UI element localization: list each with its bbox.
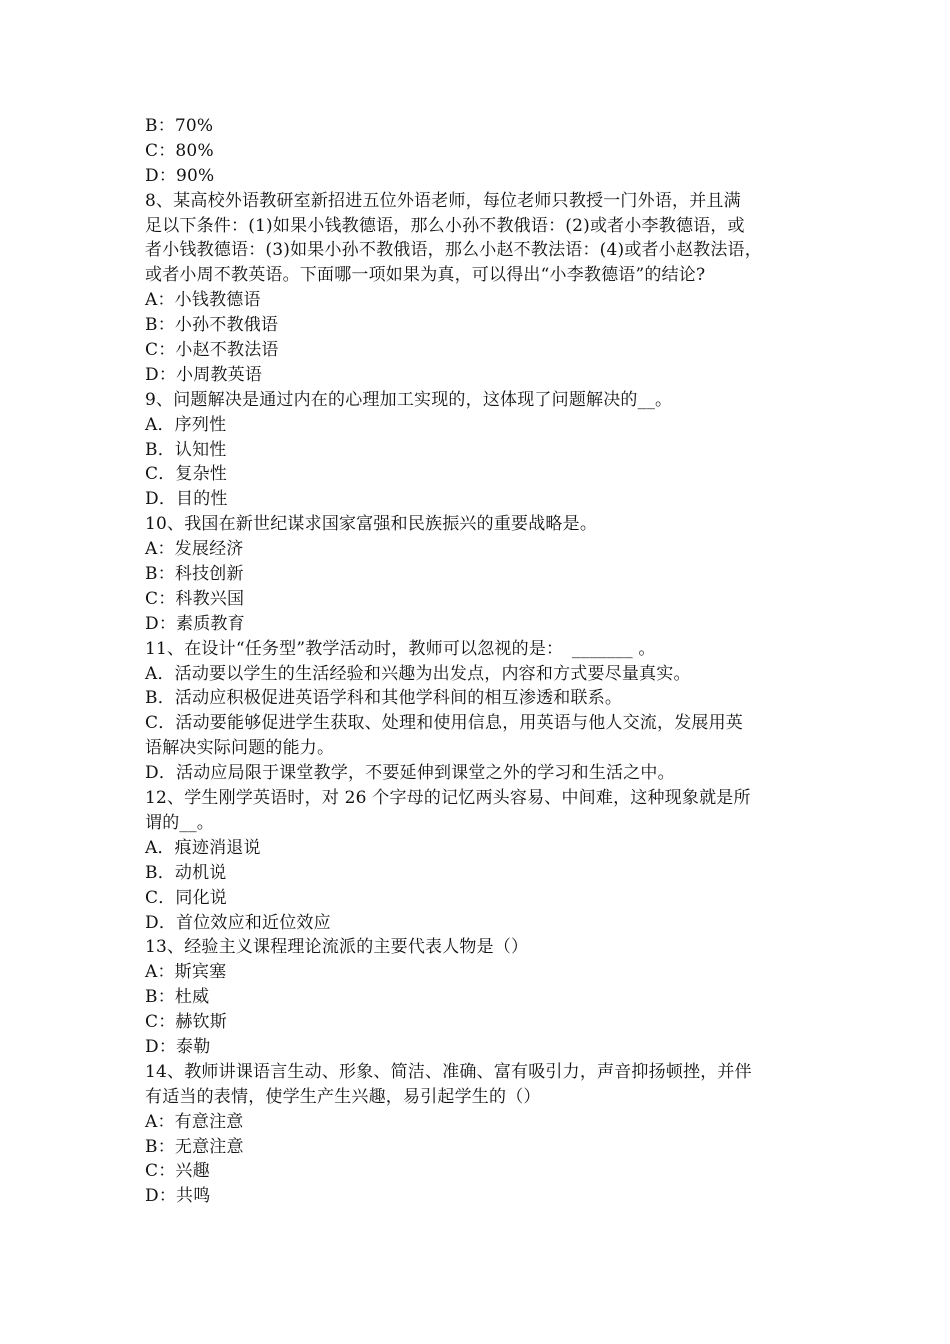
answer-option-line: C：科教兴国 [145, 588, 245, 609]
answer-option-line: 语解决实际问题的能力。 [145, 738, 335, 759]
answer-option-line: C：小赵不教法语 [145, 340, 279, 361]
answer-option-line: C．复杂性 [145, 464, 228, 485]
answer-option-line: A：有意注意 [145, 1111, 244, 1132]
answer-option-line: B：70% [145, 116, 214, 136]
question-text-line: 14、教师讲课语言生动、形象、简洁、准确、富有吸引力，声音抑扬顿挫，并伴 [145, 1061, 752, 1082]
answer-option-line: A．活动要以学生的生活经验和兴趣为出发点，内容和方式要尽量真实。 [145, 663, 691, 684]
answer-option-line: B：小孙不教俄语 [145, 315, 279, 336]
question-text-line: 有适当的表情，使学生产生兴趣，易引起学生的（） [145, 1086, 541, 1107]
question-text-line: 8、某高校外语教研室新招进五位外语老师，每位老师只教授一门外语，并且满 [145, 190, 741, 211]
answer-option-line: C．同化说 [145, 887, 228, 908]
answer-option-line: C：赫钦斯 [145, 1012, 228, 1033]
question-text-line: 谓的__。 [145, 812, 214, 833]
answer-option-line: A：小钱教德语 [145, 290, 261, 311]
question-text-line: 10、我国在新世纪谋求国家富强和民族振兴的重要战略是。 [145, 514, 598, 535]
answer-option-line: A：斯宾塞 [145, 962, 227, 983]
answer-option-line: B：无意注意 [145, 1136, 244, 1157]
answer-option-line: A．痕迹消退说 [145, 837, 261, 858]
question-text-line: 12、学生刚学英语时，对 26 个字母的记忆两头容易、中间难，这种现象就是所 [145, 788, 751, 809]
answer-option-line: D．首位效应和近位效应 [145, 912, 331, 933]
answer-option-line: C：兴趣 [145, 1161, 210, 1182]
question-text-line: 11、在设计“任务型”教学活动时，教师可以忽视的是： _______ 。 [145, 638, 656, 659]
question-text-line: 9、问题解决是通过内在的心理加工实现的，这体现了问题解决的__。 [145, 389, 673, 410]
answer-option-line: D：素质教育 [145, 613, 245, 634]
answer-option-line: D：泰勒 [145, 1036, 211, 1057]
answer-option-line: B．认知性 [145, 439, 227, 460]
answer-option-line: A：发展经济 [145, 539, 244, 560]
question-text-line: 者小钱教德语：(3)如果小孙不教俄语，那么小赵不教法语：(4)或者小赵教法语， [145, 240, 762, 261]
question-text-line: 足以下条件：(1)如果小钱教德语，那么小孙不教俄语：(2)或者小李教德语，或 [145, 215, 745, 236]
answer-option-line: B：杜威 [145, 987, 210, 1008]
answer-option-line: C．活动要能够促进学生获取、处理和使用信息，用英语与他人交流，发展用英 [145, 713, 744, 734]
answer-option-line: D：小周教英语 [145, 364, 263, 385]
answer-option-line: D．目的性 [145, 489, 228, 510]
answer-option-line: A．序列性 [145, 414, 227, 435]
answer-option-line: B．活动应积极促进英语学科和其他学科间的相互渗透和联系。 [145, 688, 623, 709]
answer-option-line: C：80% [145, 140, 214, 161]
answer-option-line: D：共鸣 [145, 1186, 211, 1207]
answer-option-line: B：科技创新 [145, 564, 244, 585]
answer-option-line: D：90% [145, 165, 215, 186]
question-text-line: 13、经验主义课程理论流派的主要代表人物是（） [145, 937, 529, 958]
question-text-line: 或者小周不教英语。下面哪一项如果为真，可以得出“小李教德语”的结论? [145, 265, 706, 286]
answer-option-line: B．动机说 [145, 862, 227, 883]
answer-option-line: D．活动应局限于课堂教学，不要延伸到课堂之外的学习和生活之中。 [145, 763, 675, 784]
document-page [145, 114, 810, 1209]
